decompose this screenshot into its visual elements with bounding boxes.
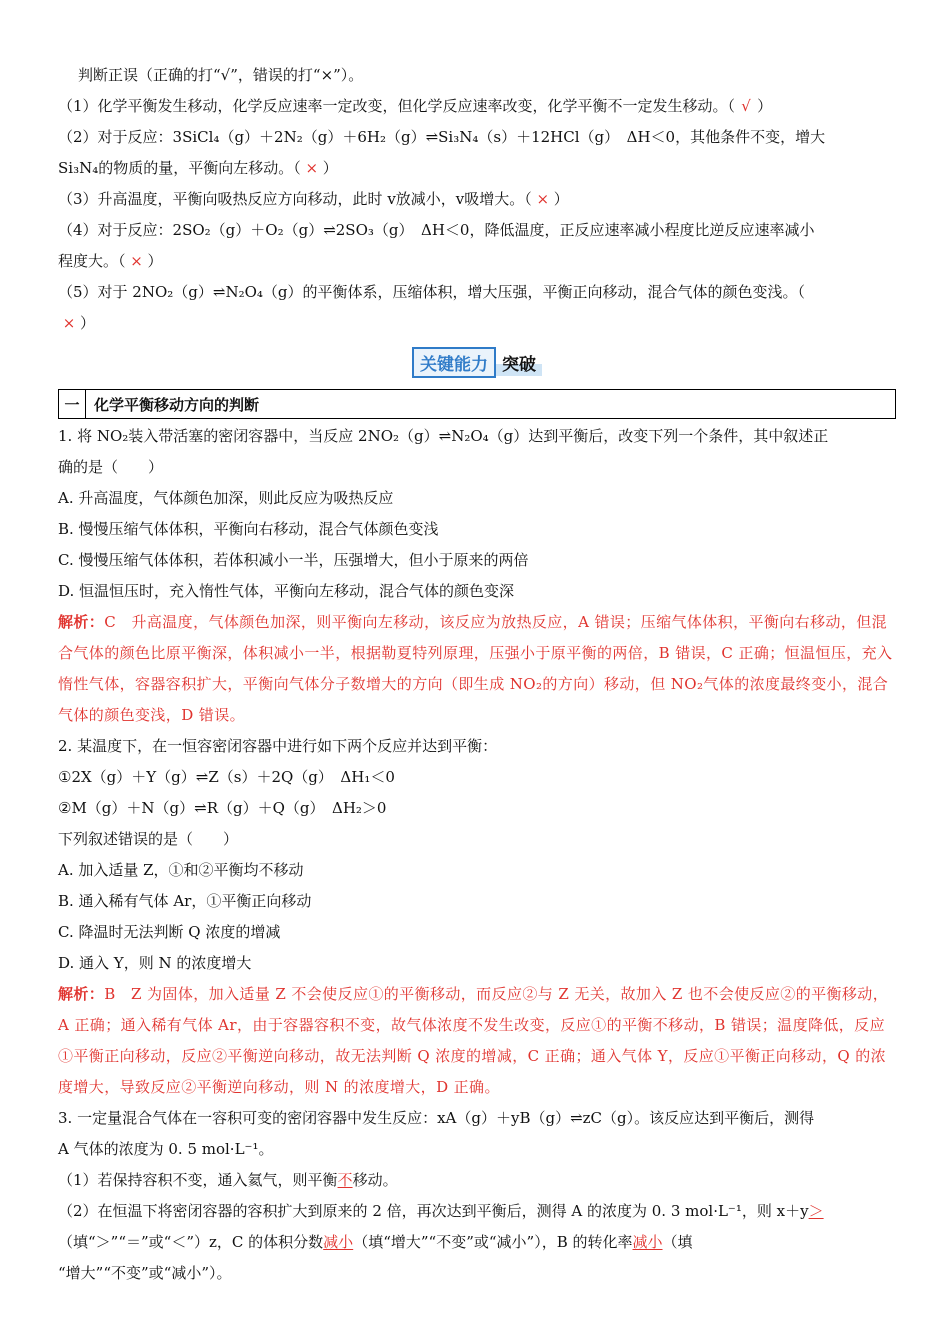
analysis-label: 解析： — [58, 613, 105, 631]
q3-part-1: （1）若保持容积不变，通入氦气，则平衡不移动。 — [58, 1171, 398, 1189]
banner-right: 突破 — [496, 349, 542, 376]
q2-option-c: C. 降温时无法判断 Q 浓度的增减 — [58, 923, 281, 941]
judge-item-4-cont: 程度大。（ × ） — [58, 246, 896, 277]
answer-blank: 不 — [337, 1171, 353, 1189]
intro-text: 判断正误（正确的打“√”，错误的打“×”）。 — [78, 66, 364, 84]
q3-stem-cont: A 气体的浓度为 0. 5 mol·L⁻¹。 — [58, 1140, 274, 1158]
q1-option-d: D. 恒温恒压时，充入惰性气体，平衡向左移动，混合气体的颜色变深 — [58, 582, 515, 600]
q2-reaction-1: ①2X（g）＋Y（g）⇌Z（s）＋2Q（g） ΔH₁＜0 — [58, 768, 395, 786]
section-number: 一 — [59, 390, 86, 418]
wrong-mark: × — [305, 159, 319, 177]
q2-option-b: B. 通入稀有气体 Ar，①平衡正向移动 — [58, 892, 312, 910]
judge-item-3: （3）升高温度，平衡向吸热反应方向移动，此时 v放减小，v吸增大。（ × ） — [58, 184, 896, 215]
q1-stem: 1. 将 NO₂装入带活塞的密闭容器中，当反应 2NO₂（g）⇌N₂O₄（g）达到平衡后，改变下列一个条件，其中叙述正 — [58, 427, 829, 445]
banner-left: 关键能力 — [412, 347, 496, 378]
analysis-label: 解析： — [58, 985, 105, 1003]
section-header — [58, 389, 896, 419]
judge-item-4: （4）对于反应：2SO₂（g）＋O₂（g）⇌2SO₃（g） ΔH＜0，降低温度，正反应速率减小程度比逆反应速率减小 — [58, 221, 815, 239]
q1-option-b: B. 慢慢压缩气体体积，平衡向右移动，混合气体颜色变浅 — [58, 520, 439, 538]
judge-item-2-cont: Si₃N₄的物质的量，平衡向左移动。（ × ） — [58, 153, 896, 184]
q2-ask: 下列叙述错误的是（ ） — [58, 830, 239, 848]
q3-part-2: （2）在恒温下将密闭容器的容积扩大到原来的 2 倍，再次达到平衡后，测得 A 的浓度为 0. 3 mol·L⁻¹，则 x＋y＞ — [58, 1202, 824, 1220]
wrong-mark: × — [536, 190, 550, 208]
wrong-mark: × — [62, 314, 76, 332]
q1-option-a: A. 升高温度，气体颜色加深，则此反应为吸热反应 — [58, 489, 394, 507]
q1-option-c: C. 慢慢压缩气体体积，若体积减小一半，压强增大，但小于原来的两倍 — [58, 551, 529, 569]
q3-part-2-end: “增大”“不变”或“减小”）。 — [58, 1264, 232, 1282]
q2-stem: 2. 某温度下，在一恒容密闭容器中进行如下两个反应并达到平衡： — [58, 737, 498, 755]
q2-analysis: 解析：B Z 为固体，加入适量 Z 不会使反应①的平衡移动，而反应②与 Z 无关，故加入 Z 也不会使反应②的平衡移动，A 正确；通入稀有气体 Ar，由于容器容积不变，故气体浓度不发生改变，反应①的平衡不移动，B 错误；温度降低，反应①平衡正向移动，反应②平衡逆向移动，故无法判断 Q 浓度的增减，C 正确；通入气体 Y，反应①平衡正向移动，Q 的浓度增大，导致反应②平衡逆向移动，则 N 的浓度增大，D 正确。 — [58, 985, 889, 1096]
answer-blank: 减小 — [632, 1233, 663, 1251]
answer-blank: ＞ — [808, 1202, 824, 1220]
document-page — [58, 60, 896, 1289]
judge-item-5-cont: × ） — [58, 308, 896, 339]
wrong-mark: × — [130, 252, 143, 270]
answer-blank: 减小 — [323, 1233, 354, 1251]
judge-item-5: （5）对于 2NO₂（g）⇌N₂O₄（g）的平衡体系，压缩体积，增大压强，平衡正向移动，混合气体的颜色变浅。（ — [58, 283, 806, 301]
judge-item-2: （2）对于反应：3SiCl₄（g）＋2N₂（g）＋6H₂（g）⇌Si₃N₄（s）＋12HCl（g） ΔH＜0，其他条件不变，增大 — [58, 128, 826, 146]
section-title: 化学平衡移动方向的判断 — [94, 395, 260, 414]
q1-analysis: 解析：C 升高温度，气体颜色加深，则平衡向左移动，该反应为放热反应，A 错误；压缩气体体积，平衡向右移动，但混合气体的颜色比原平衡深，体积减小一半，根据勒夏特列原理，压强小于原平衡的两倍，B 错误，C 正确；恒温恒压，充入惰性气体，容器容积扩大，平衡向气体分子数增大的方向（即生成 NO₂的方向）移动，但 NO₂气体的浓度最终变小，混合气体的颜色变浅，D 错误。 — [58, 613, 893, 724]
judge-item-1: （1）化学平衡发生移动，化学反应速率一定改变，但化学反应速率改变，化学平衡不一定发生移动。（ √ ） — [58, 91, 896, 122]
q3-part-2-cont: （填“＞”“＝”或“＜”）z，C 的体积分数减小（填“增大”“不变”或“减小”），B 的转化率减小（填 — [58, 1233, 693, 1251]
correct-mark: √ — [741, 97, 751, 115]
q1-stem-cont: 确的是（ ） — [58, 458, 164, 476]
q2-option-a: A. 加入适量 Z，①和②平衡均不移动 — [58, 861, 304, 879]
q2-reaction-2: ②M（g）＋N（g）⇌R（g）＋Q（g） ΔH₂＞0 — [58, 799, 387, 817]
q3-stem: 3. 一定量混合气体在一容积可变的密闭容器中发生反应：xA（g）＋yB（g）⇌zC（g）。该反应达到平衡后，测得 — [58, 1109, 815, 1127]
q2-option-d: D. 通入 Y，则 N 的浓度增大 — [58, 954, 252, 972]
section-banner — [58, 347, 896, 381]
